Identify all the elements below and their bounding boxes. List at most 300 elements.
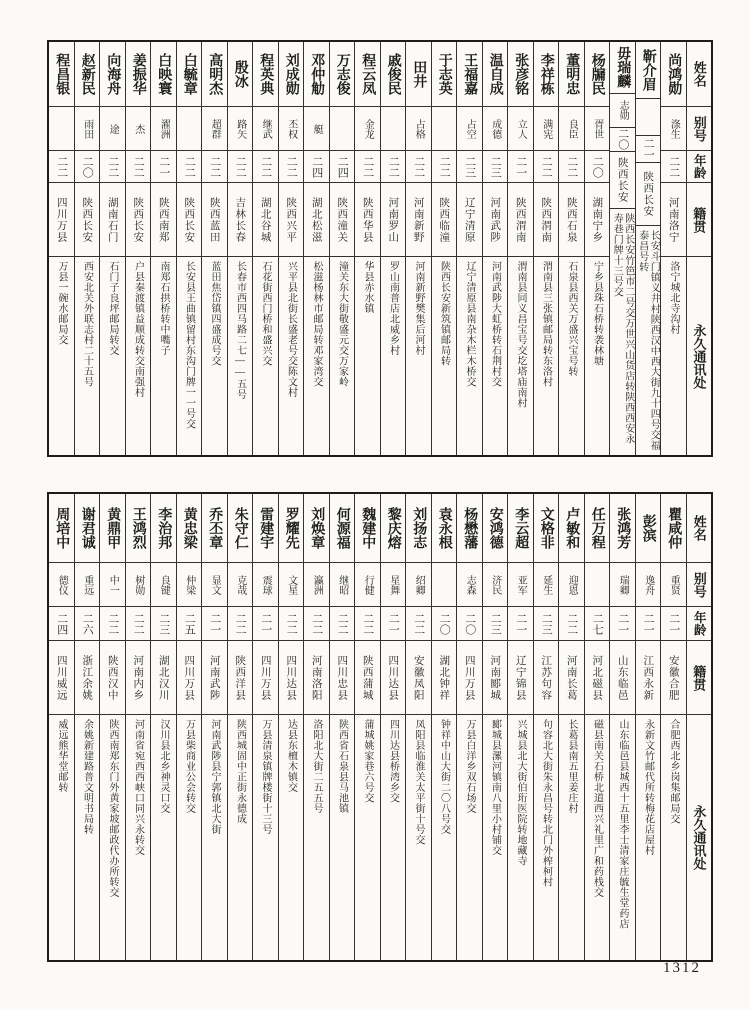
entry-alias: 胥世	[585, 106, 610, 150]
entry-name: 李治邦	[156, 507, 172, 549]
entry-age: 二二	[228, 150, 253, 182]
entry-name: 安鸿德	[487, 507, 503, 549]
entry-name: 朱守仁	[232, 507, 248, 549]
entry-origin: 陕西渭南	[508, 182, 533, 256]
entry-origin: 河北磁县	[585, 640, 610, 714]
entry-alias: 途	[100, 106, 125, 150]
entry-origin: 湖南石门	[100, 182, 125, 256]
entry-origin: 四川威远	[49, 640, 74, 714]
entry-address: 合肥西北乡岗集邮局交	[661, 714, 686, 960]
entry-name: 程英典	[258, 53, 274, 95]
entry-name: 魏建中	[360, 507, 376, 549]
entry-age: 二二	[253, 150, 278, 182]
entry-column	[125, 42, 151, 455]
entry-alias: 延生	[534, 562, 559, 606]
entry-origin: 四川达县	[279, 640, 304, 714]
header-address-label: 永久通讯处	[687, 714, 712, 960]
directory-table-top	[47, 40, 713, 457]
entry-address: 陕西城固中正街永德成	[228, 714, 253, 960]
entry-column	[456, 42, 482, 455]
entry-alias: 瀛洲	[304, 562, 329, 606]
entry-age: 二二	[381, 150, 406, 182]
entry-column	[558, 42, 584, 455]
entry-age: 二二	[661, 150, 686, 182]
entry-alias: 重贤	[661, 562, 686, 606]
entry-age: 二二	[100, 606, 125, 640]
entry-alias: 瑞卿	[610, 562, 635, 606]
entry-origin: 陕西洋县	[228, 640, 253, 714]
entry-column	[329, 494, 355, 960]
entry-column	[533, 494, 559, 960]
entry-alias	[432, 562, 457, 606]
entry-column	[507, 494, 533, 960]
entry-origin: 陕西兴平	[279, 182, 304, 256]
entry-origin: 四川万县	[49, 182, 74, 256]
entry-name: 杨牖民	[589, 53, 605, 95]
entry-column	[584, 494, 610, 960]
entry-column	[660, 42, 686, 455]
entry-column	[380, 494, 406, 960]
entry-origin: 河南洛阳	[304, 640, 329, 714]
entry-alias: 涤生	[661, 106, 686, 150]
entry-origin: 陕西华县	[355, 182, 380, 256]
entry-alias: 丕权	[279, 106, 304, 150]
header-name-label: 姓名	[691, 515, 707, 541]
entry-origin: 河南武陟	[483, 182, 508, 256]
entry-name: 彭滨	[640, 514, 656, 542]
entry-age: 二二	[355, 606, 380, 640]
entry-alias: 克哉	[228, 562, 253, 606]
entry-alias: 志勋	[610, 93, 635, 127]
entry-alias	[432, 106, 457, 150]
entry-origin: 陕西南郑	[151, 182, 176, 256]
entry-name: 姜振华	[130, 53, 146, 95]
entry-address: 磁县南关石桥北道西兴礼里广和药栈交	[585, 714, 610, 960]
entry-address: 万县一碗水邮局交	[49, 256, 74, 455]
entry-address: 西安北关外联志村二十五号	[75, 256, 100, 455]
entry-age: 二一	[636, 135, 661, 162]
entry-origin: 湖南宁乡	[585, 182, 610, 256]
entry-origin: 陕西蓝田	[202, 182, 227, 256]
entry-alias: 继武	[253, 106, 278, 150]
entry-column	[660, 494, 686, 960]
entry-alias: 树勋	[126, 562, 151, 606]
entry-name: 赵新民	[79, 53, 95, 95]
entry-age: 二三	[457, 150, 482, 182]
entry-address: 石泉县西关万盛兴宝号转	[559, 256, 584, 455]
entry-address: 陕西长安新筑镇邮局转	[432, 256, 457, 455]
entry-age: 二五	[177, 606, 202, 640]
entry-column	[507, 42, 533, 455]
entry-age: 二二	[202, 150, 227, 182]
entry-origin: 河南新野	[406, 182, 431, 256]
entry-origin: 湖北谷城	[253, 182, 278, 256]
entry-address: 户县秦渡镇益顺成转交南强村	[126, 256, 151, 455]
entry-origin: 陕西长安	[126, 182, 151, 256]
entry-name: 杨懋藩	[462, 507, 478, 549]
entry-alias: 绍卿	[406, 562, 431, 606]
entry-origin: 陕西潼关	[330, 182, 355, 256]
entry-address: 河南新野樊集后河村	[406, 256, 431, 455]
entry-origin: 陕西长安	[636, 162, 661, 225]
entry-alias: 超群	[202, 106, 227, 150]
entry-age: 二四	[49, 606, 74, 640]
page-number: 1312	[663, 960, 701, 976]
entry-age: 二一	[508, 606, 533, 640]
entry-name: 王鸿烈	[130, 507, 146, 549]
header-column	[686, 42, 712, 455]
entry-column	[354, 42, 380, 455]
entry-column	[74, 42, 100, 455]
entry-age: 二一	[610, 606, 635, 640]
entry-age: 二一	[381, 606, 406, 640]
entry-age: 二七	[585, 606, 610, 640]
header-alias-label: 别号	[687, 106, 712, 150]
entry-age: 二二	[304, 606, 329, 640]
entry-name: 尚鸿勋	[666, 53, 682, 95]
entry-age: 二六	[75, 606, 100, 640]
entry-origin: 陕西临潼	[432, 182, 457, 256]
entry-address: 威远熊华堂邮转	[49, 714, 74, 960]
header-address-label: 永久通讯处	[687, 256, 712, 455]
entry-age: 二一	[202, 606, 227, 640]
entry-column	[49, 494, 74, 960]
entry-age: 二四	[304, 150, 329, 182]
entry-name: 白映寰	[156, 53, 172, 95]
entry-origin: 陕西蒲城	[355, 640, 380, 714]
entry-name: 黎庆熔	[385, 507, 401, 549]
entry-column	[431, 494, 457, 960]
entry-address: 松滋杨林市邮局转邓家湾交	[304, 256, 329, 455]
entry-origin: 山东临邑	[610, 640, 635, 714]
header-age-label: 年龄	[687, 150, 712, 182]
entry-origin: 四川忠县	[330, 640, 355, 714]
entry-name: 袁永根	[436, 507, 452, 549]
entry-address: 蒲城姚家巷六号交	[355, 714, 380, 960]
entry-column	[201, 494, 227, 960]
entry-age: 二三	[151, 606, 176, 640]
entry-alias: 仲梁	[177, 562, 202, 606]
entry-origin: 陕西石泉	[559, 182, 584, 256]
entry-age: 二二	[355, 150, 380, 182]
entry-age: 二〇	[610, 127, 635, 152]
entry-address: 辽宁清原县南杂木栏木桥交	[457, 256, 482, 455]
entry-name: 靳介眉	[640, 48, 656, 91]
entry-name: 何源福	[334, 507, 350, 549]
entry-column	[635, 42, 661, 455]
entry-address: 南郑石拱桥转中嘴子	[151, 256, 176, 455]
entry-alias: 星舞	[381, 562, 406, 606]
entry-name: 刘成勋	[283, 53, 299, 95]
entry-column	[456, 494, 482, 960]
entry-age: 二二	[330, 606, 355, 640]
entry-origin: 辽宁清原	[457, 182, 482, 256]
entry-column	[303, 494, 329, 960]
entry-alias	[636, 98, 661, 135]
entry-origin: 浙江余姚	[75, 640, 100, 714]
header-origin-label: 籍贯	[687, 182, 712, 256]
header-origin-label: 籍贯	[687, 640, 712, 714]
entry-column	[354, 494, 380, 960]
entry-address: 兴平县北街长盛老号交陈文村	[279, 256, 304, 455]
entry-address: 陕西长安竹笆市二号交万世兴山货店转陕西西安永寿巷门牌十三号交	[610, 208, 635, 455]
entry-alias: 志森	[457, 562, 482, 606]
entry-column	[584, 42, 610, 455]
entry-alias: 路矢	[228, 106, 253, 150]
entry-age: 二〇	[432, 606, 457, 640]
entry-alias: 继昭	[330, 562, 355, 606]
entry-age: 二二	[406, 606, 431, 640]
entry-column	[431, 42, 457, 455]
entry-name: 毋瑞麟	[615, 46, 631, 89]
entry-origin: 吉林长春	[228, 182, 253, 256]
entry-name: 王福嘉	[462, 53, 478, 95]
entry-age: 二一	[661, 606, 686, 640]
entry-alias: 杰	[126, 106, 151, 150]
entry-address: 华县赤水镇	[355, 256, 380, 455]
entry-alias	[585, 562, 610, 606]
entry-age: 二四	[330, 150, 355, 182]
entry-age: 二二	[228, 606, 253, 640]
entry-origin: 安徽合肥	[661, 640, 686, 714]
entry-column	[558, 494, 584, 960]
entry-alias	[381, 106, 406, 150]
entry-age: 二一	[151, 150, 176, 182]
entry-column	[74, 494, 100, 960]
entry-age: 二一	[253, 606, 278, 640]
entry-column	[482, 42, 508, 455]
entry-column	[176, 42, 202, 455]
entry-column	[405, 42, 431, 455]
entry-address: 长安斗门镇义井村陕西汉中西大街九十四号交福泰昌号转	[636, 225, 661, 455]
entry-address: 洛阳北大街二五五号	[304, 714, 329, 960]
entry-age: 二三	[483, 150, 508, 182]
entry-age: 二二	[559, 606, 584, 640]
entry-name: 程昌银	[54, 53, 70, 95]
entry-name: 戚俊民	[385, 53, 401, 95]
entry-age: 二二	[432, 150, 457, 182]
entry-column	[125, 494, 151, 960]
entry-address: 郾城县漯河镇南八里小村铺交	[483, 714, 508, 960]
entry-name: 于志英	[436, 53, 452, 95]
entry-alias: 满宪	[534, 106, 559, 150]
entry-name: 万志俊	[334, 53, 350, 95]
entry-alias: 显文	[202, 562, 227, 606]
entry-name: 刘焕章	[309, 507, 325, 549]
entry-age: 二一	[508, 150, 533, 182]
entry-alias: 雨田	[75, 106, 100, 150]
entry-column	[533, 42, 559, 455]
entry-origin: 四川万县	[457, 640, 482, 714]
entry-address: 罗山南普店北威乡村	[381, 256, 406, 455]
entry-name: 程云凤	[360, 53, 376, 95]
entry-name: 卢敏和	[564, 507, 580, 549]
entry-name: 刘扬志	[411, 507, 427, 549]
entry-origin: 四川万县	[177, 640, 202, 714]
entry-age: 二二	[279, 150, 304, 182]
header-name-label: 姓名	[691, 61, 707, 87]
entry-alias: 重远	[75, 562, 100, 606]
entry-age: 二三	[483, 606, 508, 640]
entry-name: 谢君诚	[79, 507, 95, 549]
entry-address: 河南武陟大虹桥转石荆村交	[483, 256, 508, 455]
header-column	[686, 494, 712, 960]
entry-name: 高明杰	[207, 53, 223, 95]
entry-column	[405, 494, 431, 960]
entry-address: 长葛县南五里姜庄村	[559, 714, 584, 960]
entry-name: 田井	[411, 60, 427, 88]
entry-origin: 四川万县	[253, 640, 278, 714]
entry-address: 长春市西四马路二七——五号	[228, 256, 253, 455]
entry-alias: 占空	[457, 106, 482, 150]
entry-address: 汉川县北乡神灵口交	[151, 714, 176, 960]
entry-origin: 河南长葛	[559, 640, 584, 714]
entry-name: 文格非	[538, 507, 554, 549]
entry-address: 永新文竹邮代所转梅花店屋村	[636, 714, 661, 960]
entry-column	[252, 42, 278, 455]
entry-column	[609, 494, 635, 960]
entry-address: 兴城县北大街伯珩医院转地藏寺	[508, 714, 533, 960]
entry-address: 陕西省石泉县马池镇	[330, 714, 355, 960]
entry-name: 李祥栋	[538, 53, 554, 95]
entry-address: 河南省宛西西峡口同兴永转交	[126, 714, 151, 960]
entry-address: 长安县王曲镇留村东沟门牌一一号交	[177, 256, 202, 455]
entry-origin: 河南郾城	[483, 640, 508, 714]
entry-age: 二二	[49, 150, 74, 182]
entry-name: 张鸿芳	[615, 507, 631, 549]
entry-column	[227, 42, 253, 455]
entry-origin: 安徽凤阳	[406, 640, 431, 714]
entry-origin: 湖北汉川	[151, 640, 176, 714]
entry-alias: 德仪	[49, 562, 74, 606]
entry-address: 山东临邑县城西十五里李士清家庄毓生堂药店	[610, 714, 635, 960]
entry-alias: 成德	[483, 106, 508, 150]
entry-address: 钟祥中山大街二〇八号交	[432, 714, 457, 960]
entry-column	[329, 42, 355, 455]
entry-column	[278, 42, 304, 455]
entry-name: 温自成	[487, 53, 503, 95]
entry-column	[49, 42, 74, 455]
entry-column	[176, 494, 202, 960]
entry-origin: 河南罗山	[381, 182, 406, 256]
entry-alias	[49, 106, 74, 150]
entry-alias: 震球	[253, 562, 278, 606]
entry-address: 陕西南郑东门外黄家坡邮政代办所转交	[100, 714, 125, 960]
entry-age: 二二	[534, 150, 559, 182]
entry-name: 董明忠	[564, 53, 580, 95]
entry-alias: 占格	[406, 106, 431, 150]
entry-column	[201, 42, 227, 455]
entry-age: 二二	[406, 150, 431, 182]
entry-origin: 湖北钟祥	[432, 640, 457, 714]
entry-column	[380, 42, 406, 455]
entry-origin: 陕西长安	[177, 182, 202, 256]
entry-age: 二二	[559, 150, 584, 182]
entry-address: 万县柴商业公会转交	[177, 714, 202, 960]
entry-name: 雷建宇	[258, 507, 274, 549]
entry-address: 渭南县三张镇邮局转东洛村	[534, 256, 559, 455]
entry-age: 二二	[126, 150, 151, 182]
entry-origin: 河南内乡	[126, 640, 151, 714]
entry-age: 二二	[126, 606, 151, 640]
entry-column	[609, 42, 635, 455]
entry-alias: 济民	[483, 562, 508, 606]
entry-alias: 艇	[304, 106, 329, 150]
entry-name: 周培中	[54, 507, 70, 549]
entry-column	[278, 494, 304, 960]
entry-origin: 陕西汉中	[100, 640, 125, 714]
entry-origin: 河南洛宁	[661, 182, 686, 256]
entry-name: 李云超	[513, 507, 529, 549]
entry-address: 句容北大街朱永昌号转北门外榨柯村	[534, 714, 559, 960]
entry-alias: 金龙	[355, 106, 380, 150]
entry-alias: 立人	[508, 106, 533, 150]
entry-address: 石门子良坪邮局转交	[100, 256, 125, 455]
entry-alias: 中一	[100, 562, 125, 606]
entry-address: 达县东檀木镇交	[279, 714, 304, 960]
entry-alias	[177, 106, 202, 150]
entry-age: 二〇	[75, 150, 100, 182]
entry-address: 石花街西门桥和盛兴交	[253, 256, 278, 455]
entry-column	[150, 494, 176, 960]
header-alias-label: 别号	[687, 562, 712, 606]
entry-origin: 江苏句容	[534, 640, 559, 714]
entry-column	[482, 494, 508, 960]
entry-address: 宁乡县珠石桥转袭林塘	[585, 256, 610, 455]
entry-origin: 陕西长安	[75, 182, 100, 256]
entry-column	[303, 42, 329, 455]
entry-address: 凤阳县临淮关太平街十号交	[406, 714, 431, 960]
entry-age: 二〇	[585, 150, 610, 182]
entry-column	[635, 494, 661, 960]
entry-name: 任万程	[589, 507, 605, 549]
header-age-label: 年龄	[687, 606, 712, 640]
entry-name: 白毓章	[181, 53, 197, 95]
entry-address: 蓝田焦岱镇四盛成号交	[202, 256, 227, 455]
entry-alias: 迎恩	[559, 562, 584, 606]
entry-alias: 逸舟	[636, 562, 661, 606]
entry-address: 四川达县桥湾乡交	[381, 714, 406, 960]
entry-name: 罗耀先	[283, 507, 299, 549]
entry-address: 万县白洋乡双石场交	[457, 714, 482, 960]
entry-address: 万县清泉镇牌楼街十三号	[253, 714, 278, 960]
entry-name: 向海舟	[105, 53, 121, 95]
entry-alias: 文星	[279, 562, 304, 606]
entry-address: 河南武陟县宁郭镇北大街	[202, 714, 227, 960]
entry-address: 渭南县同义昌宝号交圪塔庙南村	[508, 256, 533, 455]
entry-alias	[330, 106, 355, 150]
entry-name: 黄鼎甲	[105, 507, 121, 549]
entry-address: 潼关东大街敬盛元交万家岭	[330, 256, 355, 455]
entry-alias: 行健	[355, 562, 380, 606]
entry-alias: 良键	[151, 562, 176, 606]
entry-origin: 河南武陟	[202, 640, 227, 714]
entry-origin: 辽宁锦县	[508, 640, 533, 714]
entry-origin: 陕西渭南	[534, 182, 559, 256]
entry-name: 黄忠梁	[181, 507, 197, 549]
entry-age: 二二	[100, 150, 125, 182]
entry-origin: 陕西长安	[610, 151, 635, 208]
entry-column	[150, 42, 176, 455]
entry-name: 张彦铭	[513, 53, 529, 95]
entry-name: 瞿咸仲	[666, 507, 682, 549]
entry-column	[252, 494, 278, 960]
entry-origin: 江西永新	[636, 640, 661, 714]
entry-alias: 亚军	[508, 562, 533, 606]
entry-age: 二〇	[457, 606, 482, 640]
entry-origin: 湖北松滋	[304, 182, 329, 256]
entry-alias: 濯洲	[151, 106, 176, 150]
